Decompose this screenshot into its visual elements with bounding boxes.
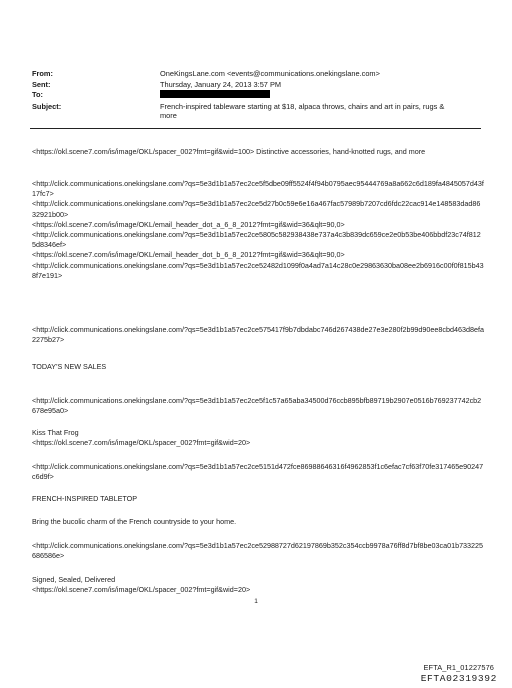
sent-value: Thursday, January 24, 2013 3:57 PM	[160, 80, 282, 89]
header-divider	[30, 128, 481, 129]
bates-number-small: EFTA_R1_01227576	[423, 663, 494, 672]
paragraph: <https://okl.scene7.com/is/image/OKL/spacer_002?fmt=gif&wid=100> Distinctive accessories, hand-knotted rugs, and more	[32, 147, 426, 156]
paragraph: Signed, Sealed, Delivered <https://okl.scene7.com/is/image/OKL/spacer_002?fmt=gif&wid=20>	[32, 575, 251, 595]
link-block: <http://click.communications.onekingslane.com/?qs=5e3d1b1a57ec2ce5f5dbe09ff5524f4f94b0795aec95444769a8a662c6d189fa4845057d43f17fc7> <http://click.communications.onekingslane.com/?qs=5e3d1b1a57ec2ce5d27b0c59e6e16a467fac57989b7207cd6fdc22cac914e148583dad8632921b00> <https://okl.scene7.com/is/image/OKL/email_header_dot_a_6_8_2012?fmt=gif&wid=36&qlt=90,0> <http://click.communications.onekingslane.com/?qs=5e3d1b1a57ec2ce5805c582938438e737a4c3b839dc659ce2e0b53be406bbdf23c74f8125d8346ef> <https://okl.scene7.com/is/image/OKL/email_header_dot_b_6_8_2012?fmt=gif&wid=36&qlt=90,0> <http://click.communications.onekingslane.com/?qs=5e3d1b1a57ec2ce52482d1099f0a4ad7a14c28c0e29863630ba08ee2b6916c00f0f815b438f7e191>	[32, 179, 484, 280]
section-heading: TODAY'S NEW SALES	[32, 362, 107, 371]
subject-value: French-inspired tableware starting at $18, alpaca throws, chairs and art in pairs, rugs & more	[160, 102, 445, 121]
subject-label: Subject:	[32, 102, 62, 111]
section-heading: FRENCH-INSPIRED TABLETOP	[32, 494, 138, 503]
from-label: From:	[32, 69, 53, 78]
to-label: To:	[32, 90, 43, 99]
link-block: <http://click.communications.onekingslane.com/?qs=5e3d1b1a57ec2ce575417f9b7dbdabc746d267438de27e3e280f2b99d90ee8cbd463d8efa2275b27>	[32, 325, 484, 345]
link-block: <http://click.communications.onekingslane.com/?qs=5e3d1b1a57ec2ce5f1c57a65aba34500d76ccb895bfb89719b2907e0516b769237742cb2678e95a0>	[32, 396, 482, 416]
from-value: OneKingsLane.com <events@communications.onekingslane.com>	[160, 69, 380, 78]
link-block: <http://click.communications.onekingslane.com/?qs=5e3d1b1a57ec2ce52988727d62197869b352c354ccb9978a76ff8d7bf8be03ca01b733225686586e>	[32, 541, 484, 561]
link-block: <http://click.communications.onekingslane.com/?qs=5e3d1b1a57ec2ce5151d472fce86988646316f4962853f1c6efac7cf63f70fe317465e90247c6d9f>	[32, 462, 484, 482]
to-value	[160, 90, 460, 99]
paragraph: Bring the bucolic charm of the French countryside to your home.	[32, 517, 237, 526]
paragraph: Kiss That Frog <https://okl.scene7.com/is/image/OKL/spacer_002?fmt=gif&wid=20>	[32, 428, 251, 448]
bates-number-large: EFTA02319392	[420, 673, 497, 684]
page-number: 1	[254, 598, 258, 605]
redaction-bar	[160, 90, 270, 98]
sent-label: Sent:	[32, 80, 51, 89]
